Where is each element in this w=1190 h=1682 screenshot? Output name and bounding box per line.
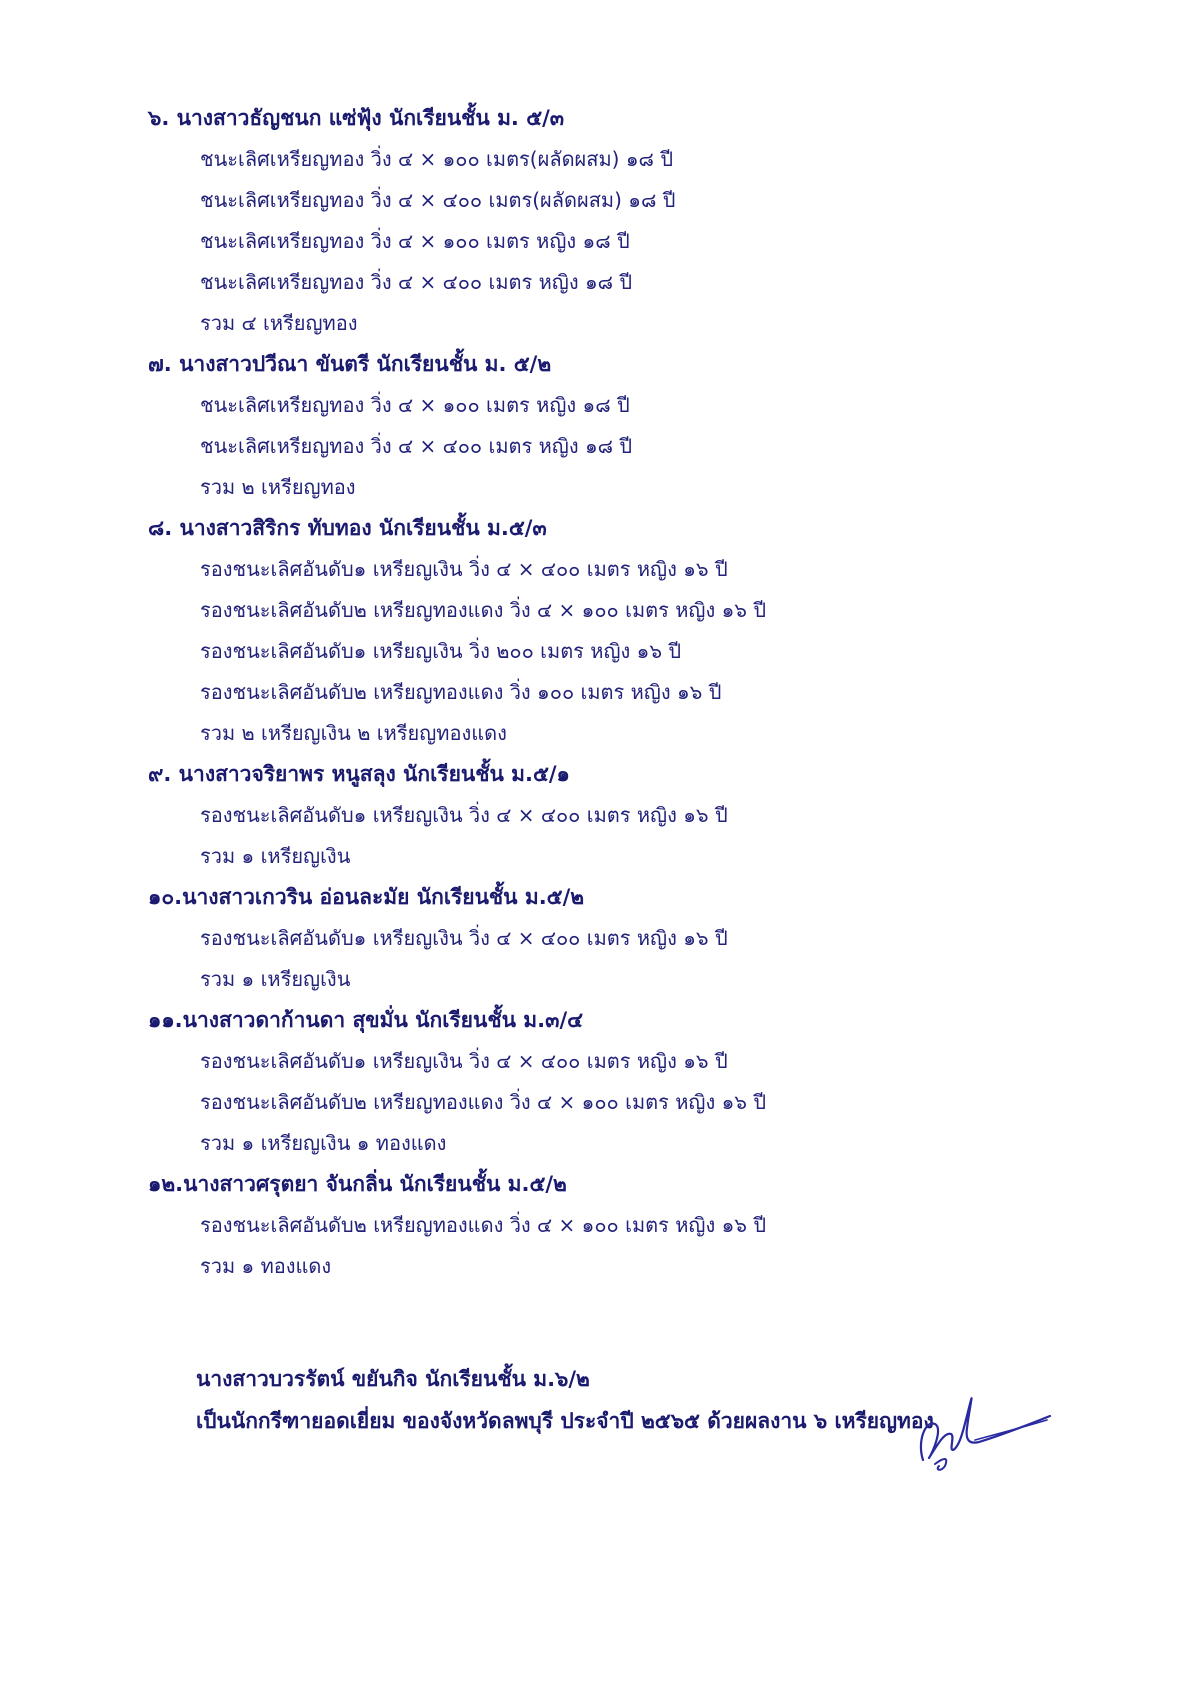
award-line: ชนะเลิศเหรียญทอง วิ่ง ๔ × ๔๐๐ เมตร หญิง ๑๘ ปี	[200, 270, 633, 294]
student-name-heading: ๑๒.นางสาวศรุตยา จันกลิ่น นักเรียนชั้น ม.๕/๒	[148, 1172, 567, 1196]
award-line: ชนะเลิศเหรียญทอง วิ่ง ๔ × ๑๐๐ เมตร(ผลัดผสม) ๑๘ ปี	[200, 147, 674, 171]
student-entry	[148, 1000, 1108, 1164]
student-name-heading: ๙. นางสาวจริยาพร หนูสลุง นักเรียนชั้น ม.๕/๑	[148, 762, 570, 786]
medal-summary: รวม ๒ เหรียญทอง	[200, 475, 356, 499]
best-athlete-description: เป็นนักกรีฑายอดเยี่ยม ของจังหวัดลพบุรี ประจำปี ๒๕๖๕ ด้วยผลงาน ๖ เหรียญทอง	[196, 1409, 934, 1433]
student-entry	[148, 877, 1108, 1000]
student-name-heading: ๑๐.นางสาวเกวริน อ่อนละมัย นักเรียนชั้น ม.๕/๒	[148, 885, 585, 909]
medal-summary: รวม ๔ เหรียญทอง	[200, 311, 358, 335]
best-athlete-name: นางสาวบวรรัตน์ ขยันกิจ นักเรียนชั้น ม.๖/๒	[196, 1367, 590, 1391]
award-line: ชนะเลิศเหรียญทอง วิ่ง ๔ × ๔๐๐ เมตร หญิง ๑๘ ปี	[200, 434, 633, 458]
award-line: รองชนะเลิศอันดับ๒ เหรียญทองแดง วิ่ง ๔ × ๑๐๐ เมตร หญิง ๑๖ ปี	[200, 1213, 767, 1237]
medal-summary: รวม ๑ เหรียญเงิน	[200, 844, 351, 868]
medal-summary: รวม ๑ เหรียญเงิน ๑ ทองแดง	[200, 1131, 447, 1155]
student-name-heading: ๑๑.นางสาวดาก้านดา สุขมั่น นักเรียนชั้น ม.๓/๔	[148, 1008, 584, 1032]
medal-summary: รวม ๑ ทองแดง	[200, 1254, 332, 1278]
award-line: รองชนะเลิศอันดับ๑ เหรียญเงิน วิ่ง ๔ × ๔๐๐ เมตร หญิง ๑๖ ปี	[200, 1049, 728, 1073]
medal-summary: รวม ๑ เหรียญเงิน	[200, 967, 351, 991]
student-name-heading: ๗. นางสาวปวีณา ขันตรี นักเรียนชั้น ม. ๕/๒	[148, 352, 552, 376]
student-entry	[148, 344, 1108, 508]
student-name-heading: ๘. นางสาวสิริกร ทับทอง นักเรียนชั้น ม.๕/๓	[148, 516, 547, 540]
student-entry	[148, 754, 1108, 877]
signature-icon	[905, 1372, 1055, 1472]
student-entry	[148, 1164, 1108, 1287]
award-line: รองชนะเลิศอันดับ๒ เหรียญทองแดง วิ่ง ๔ × ๑๐๐ เมตร หญิง ๑๖ ปี	[200, 1090, 767, 1114]
award-line: รองชนะเลิศอันดับ๒ เหรียญทองแดง วิ่ง ๔ × ๑๐๐ เมตร หญิง ๑๖ ปี	[200, 598, 767, 622]
award-line: รองชนะเลิศอันดับ๑ เหรียญเงิน วิ่ง ๔ × ๔๐๐ เมตร หญิง ๑๖ ปี	[200, 803, 728, 827]
award-line: ชนะเลิศเหรียญทอง วิ่ง ๔ × ๑๐๐ เมตร หญิง ๑๘ ปี	[200, 229, 630, 253]
award-list	[148, 98, 1108, 1287]
award-line: ชนะเลิศเหรียญทอง วิ่ง ๔ × ๔๐๐ เมตร(ผลัดผสม) ๑๘ ปี	[200, 188, 676, 212]
student-entry	[148, 508, 1108, 754]
award-line: ชนะเลิศเหรียญทอง วิ่ง ๔ × ๑๐๐ เมตร หญิง ๑๘ ปี	[200, 393, 630, 417]
award-line: รองชนะเลิศอันดับ๑ เหรียญเงิน วิ่ง ๒๐๐ เมตร หญิง ๑๖ ปี	[200, 639, 682, 663]
award-line: รองชนะเลิศอันดับ๒ เหรียญทองแดง วิ่ง ๑๐๐ เมตร หญิง ๑๖ ปี	[200, 680, 722, 704]
award-line: รองชนะเลิศอันดับ๑ เหรียญเงิน วิ่ง ๔ × ๔๐๐ เมตร หญิง ๑๖ ปี	[200, 557, 728, 581]
student-name-heading: ๖. นางสาวธัญชนก แซ่ฟุ้ง นักเรียนชั้น ม. ๕/๓	[148, 106, 565, 130]
medal-summary: รวม ๒ เหรียญเงิน ๒ เหรียญทองแดง	[200, 721, 507, 745]
award-line: รองชนะเลิศอันดับ๑ เหรียญเงิน วิ่ง ๔ × ๔๐๐ เมตร หญิง ๑๖ ปี	[200, 926, 728, 950]
student-entry	[148, 98, 1108, 344]
